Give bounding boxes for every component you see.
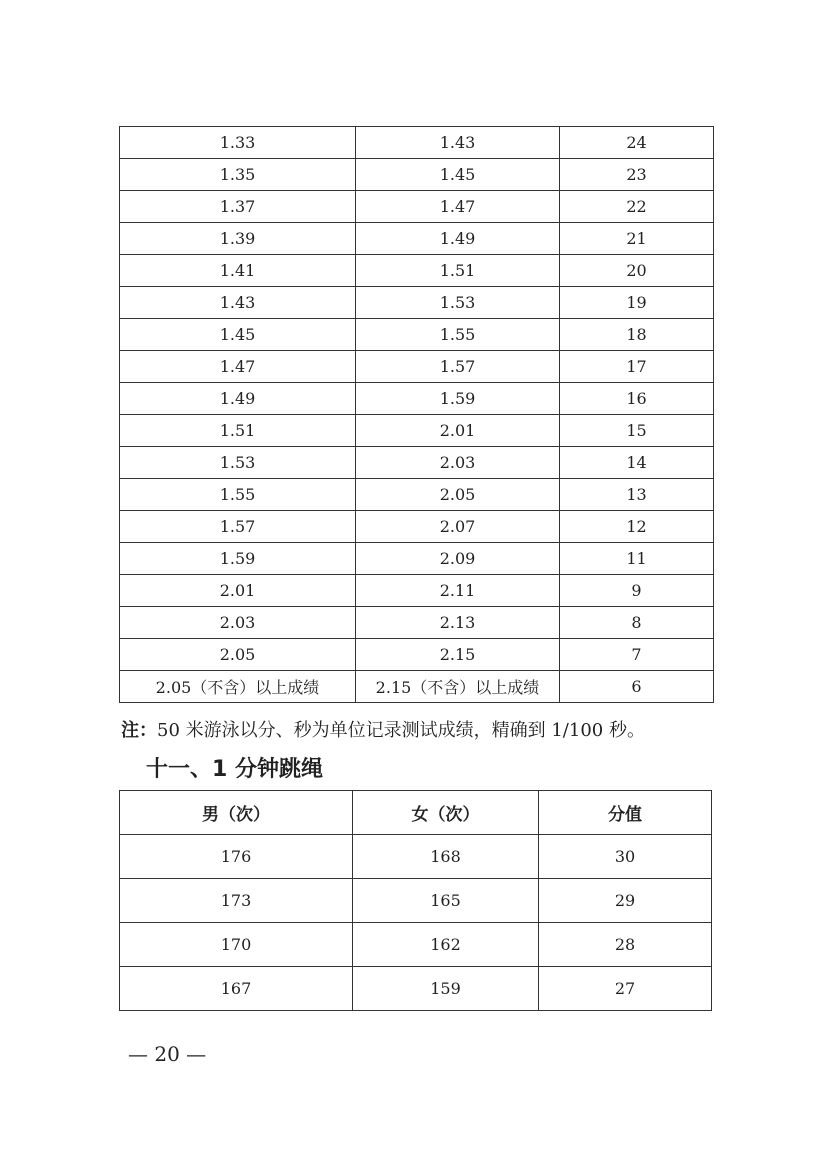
female-count-cell: 168	[353, 835, 539, 879]
table-row	[120, 879, 712, 923]
table-row	[120, 671, 714, 703]
table-row	[120, 255, 714, 287]
note-label: 注：	[121, 720, 157, 741]
table-row	[120, 923, 712, 967]
female-time-cell: 2.11	[356, 575, 560, 607]
table-row	[120, 511, 714, 543]
header-score: 分值	[539, 791, 712, 835]
male-time-cell: 1.37	[120, 191, 356, 223]
male-time-cell: 1.49	[120, 383, 356, 415]
section-title: 十一、1 分钟跳绳	[146, 757, 323, 782]
score-cell: 20	[560, 255, 714, 287]
score-cell: 11	[560, 543, 714, 575]
score-cell: 27	[539, 967, 712, 1011]
header-male: 男（次）	[120, 791, 353, 835]
table-row	[120, 967, 712, 1011]
male-time-cell: 1.59	[120, 543, 356, 575]
swim-score-table-body	[120, 127, 714, 703]
table-row	[120, 159, 714, 191]
score-cell: 29	[539, 879, 712, 923]
score-cell: 16	[560, 383, 714, 415]
rope-skipping-table	[119, 790, 712, 1011]
female-time-cell: 2.03	[356, 447, 560, 479]
male-time-cell: 1.45	[120, 319, 356, 351]
score-cell: 6	[560, 671, 714, 703]
score-cell: 12	[560, 511, 714, 543]
female-time-cell: 1.53	[356, 287, 560, 319]
male-time-cell: 1.47	[120, 351, 356, 383]
male-time-cell: 1.43	[120, 287, 356, 319]
female-time-cell: 2.07	[356, 511, 560, 543]
table-row	[120, 607, 714, 639]
table-row	[120, 351, 714, 383]
score-cell: 28	[539, 923, 712, 967]
page-number: — 20 —	[128, 1042, 207, 1066]
male-time-cell: 1.35	[120, 159, 356, 191]
score-cell: 14	[560, 447, 714, 479]
male-time-cell: 2.05	[120, 639, 356, 671]
table-row	[120, 223, 714, 255]
swim-score-table	[119, 126, 714, 703]
score-cell: 18	[560, 319, 714, 351]
score-cell: 8	[560, 607, 714, 639]
female-count-cell: 159	[353, 967, 539, 1011]
table-row	[120, 479, 714, 511]
score-cell: 30	[539, 835, 712, 879]
rope-skipping-table-body	[120, 835, 712, 1011]
score-cell: 15	[560, 415, 714, 447]
female-count-cell: 165	[353, 879, 539, 923]
female-time-cell: 1.45	[356, 159, 560, 191]
male-time-cell: 1.55	[120, 479, 356, 511]
female-time-cell: 2.09	[356, 543, 560, 575]
female-time-cell: 2.01	[356, 415, 560, 447]
female-time-cell: 1.47	[356, 191, 560, 223]
header-row	[120, 791, 712, 835]
note-paragraph	[121, 716, 645, 742]
table-row	[120, 383, 714, 415]
female-time-cell: 1.43	[356, 127, 560, 159]
score-cell: 19	[560, 287, 714, 319]
male-time-cell: 2.03	[120, 607, 356, 639]
male-time-cell: 2.01	[120, 575, 356, 607]
score-cell: 17	[560, 351, 714, 383]
male-time-cell: 1.51	[120, 415, 356, 447]
table-row	[120, 835, 712, 879]
table-row	[120, 127, 714, 159]
female-time-cell: 2.05	[356, 479, 560, 511]
male-count-cell: 173	[120, 879, 353, 923]
female-time-cell: 2.15（不含）以上成绩	[356, 671, 560, 703]
table-row	[120, 639, 714, 671]
male-time-cell: 1.39	[120, 223, 356, 255]
table-row	[120, 287, 714, 319]
female-time-cell: 1.51	[356, 255, 560, 287]
male-count-cell: 167	[120, 967, 353, 1011]
male-count-cell: 176	[120, 835, 353, 879]
note-text: 50 米游泳以分、秒为单位记录测试成绩，精确到 1/100 秒。	[157, 720, 645, 741]
male-time-cell: 1.41	[120, 255, 356, 287]
female-time-cell: 1.49	[356, 223, 560, 255]
table-row	[120, 319, 714, 351]
male-time-cell: 1.33	[120, 127, 356, 159]
score-cell: 9	[560, 575, 714, 607]
score-cell: 24	[560, 127, 714, 159]
male-count-cell: 170	[120, 923, 353, 967]
rope-skipping-table-header	[120, 791, 712, 835]
header-female: 女（次）	[353, 791, 539, 835]
male-time-cell: 2.05（不含）以上成绩	[120, 671, 356, 703]
female-time-cell: 1.57	[356, 351, 560, 383]
female-time-cell: 2.13	[356, 607, 560, 639]
score-cell: 23	[560, 159, 714, 191]
female-time-cell: 1.59	[356, 383, 560, 415]
table-row	[120, 447, 714, 479]
female-time-cell: 1.55	[356, 319, 560, 351]
table-row	[120, 543, 714, 575]
score-cell: 7	[560, 639, 714, 671]
table-row	[120, 415, 714, 447]
male-time-cell: 1.57	[120, 511, 356, 543]
female-time-cell: 2.15	[356, 639, 560, 671]
male-time-cell: 1.53	[120, 447, 356, 479]
table-row	[120, 575, 714, 607]
score-cell: 21	[560, 223, 714, 255]
score-cell: 22	[560, 191, 714, 223]
score-cell: 13	[560, 479, 714, 511]
female-count-cell: 162	[353, 923, 539, 967]
table-row	[120, 191, 714, 223]
